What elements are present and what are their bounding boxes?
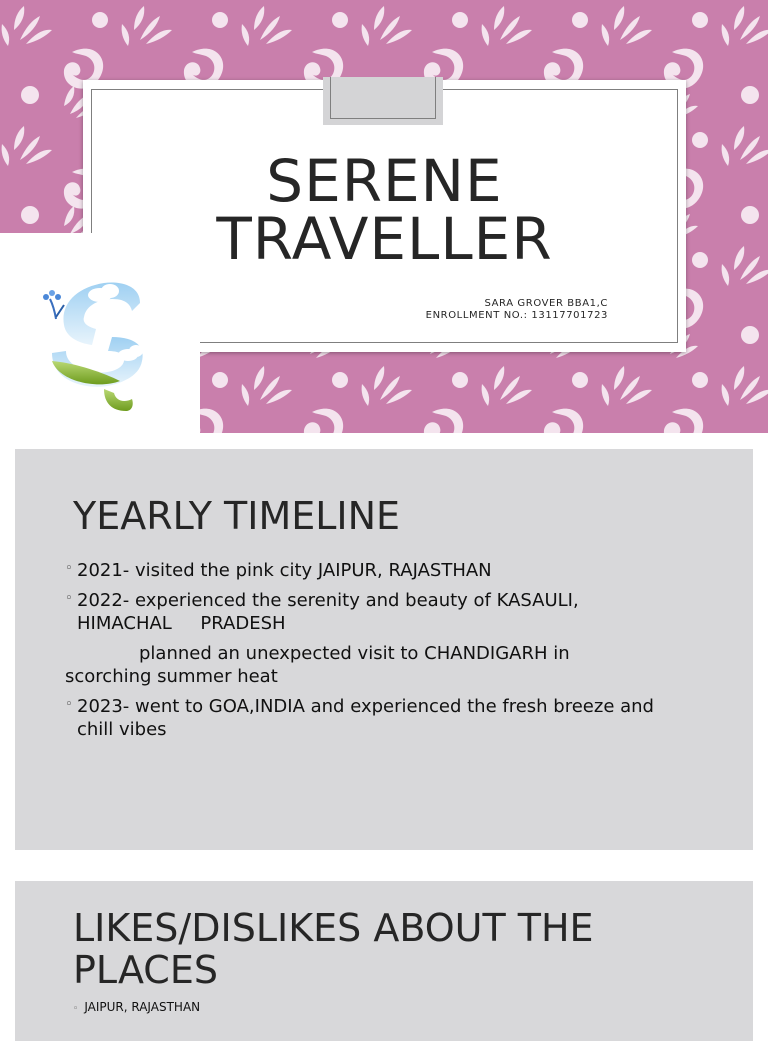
author-name: SARA GROVER BBA1,C xyxy=(484,298,608,309)
bullet-icon: ◦ xyxy=(65,697,73,712)
list-item xyxy=(65,695,715,741)
timeline-slide xyxy=(15,449,753,850)
list-item xyxy=(65,559,715,582)
title-line-2: TRAVELLER xyxy=(216,205,553,273)
list-item-text: JAIPUR, RAJASTHAN xyxy=(84,1000,201,1014)
list-item-text-continued: HIMACHAL PRADESH xyxy=(77,613,286,634)
list-item-text-continued: chill vibes xyxy=(77,719,167,740)
serene-traveller-s-logo-icon xyxy=(0,233,200,433)
logo-panel xyxy=(0,233,200,433)
title-line-1: SERENE xyxy=(266,147,503,215)
timeline-list xyxy=(65,559,715,748)
bullet-icon: ◦ xyxy=(65,561,73,576)
likes-dislikes-slide xyxy=(15,881,753,1041)
list-item-text: 2022- experienced the serenity and beauty of KASAULI, xyxy=(77,590,579,611)
timeline-heading: YEARLY TIMELINE xyxy=(73,494,401,538)
bullet-icon: ◦ xyxy=(65,591,73,606)
author-info xyxy=(383,298,608,322)
bullet-icon: ◦ xyxy=(73,1004,79,1014)
heading-line-1: LIKES/DISLIKES ABOUT THE xyxy=(73,906,594,950)
list-item-text: 2023- went to GOA,INDIA and experienced the fresh breeze and xyxy=(77,696,654,717)
likes-dislikes-heading xyxy=(73,907,713,991)
list-item-text-continued: scorching summer heat xyxy=(65,666,278,687)
likes-list xyxy=(73,999,200,1017)
list-item-text: 2021- visited the pink city JAIPUR, RAJASTHAN xyxy=(77,560,492,581)
enrollment-number: ENROLLMENT NO.: 13117701723 xyxy=(425,310,608,321)
list-item-text: planned an unexpected visit to CHANDIGARH in xyxy=(139,643,570,664)
list-item xyxy=(65,642,715,688)
heading-line-2: PLACES xyxy=(73,948,218,992)
list-item xyxy=(65,589,715,635)
title-card-tab xyxy=(323,77,443,125)
list-item xyxy=(73,999,200,1017)
